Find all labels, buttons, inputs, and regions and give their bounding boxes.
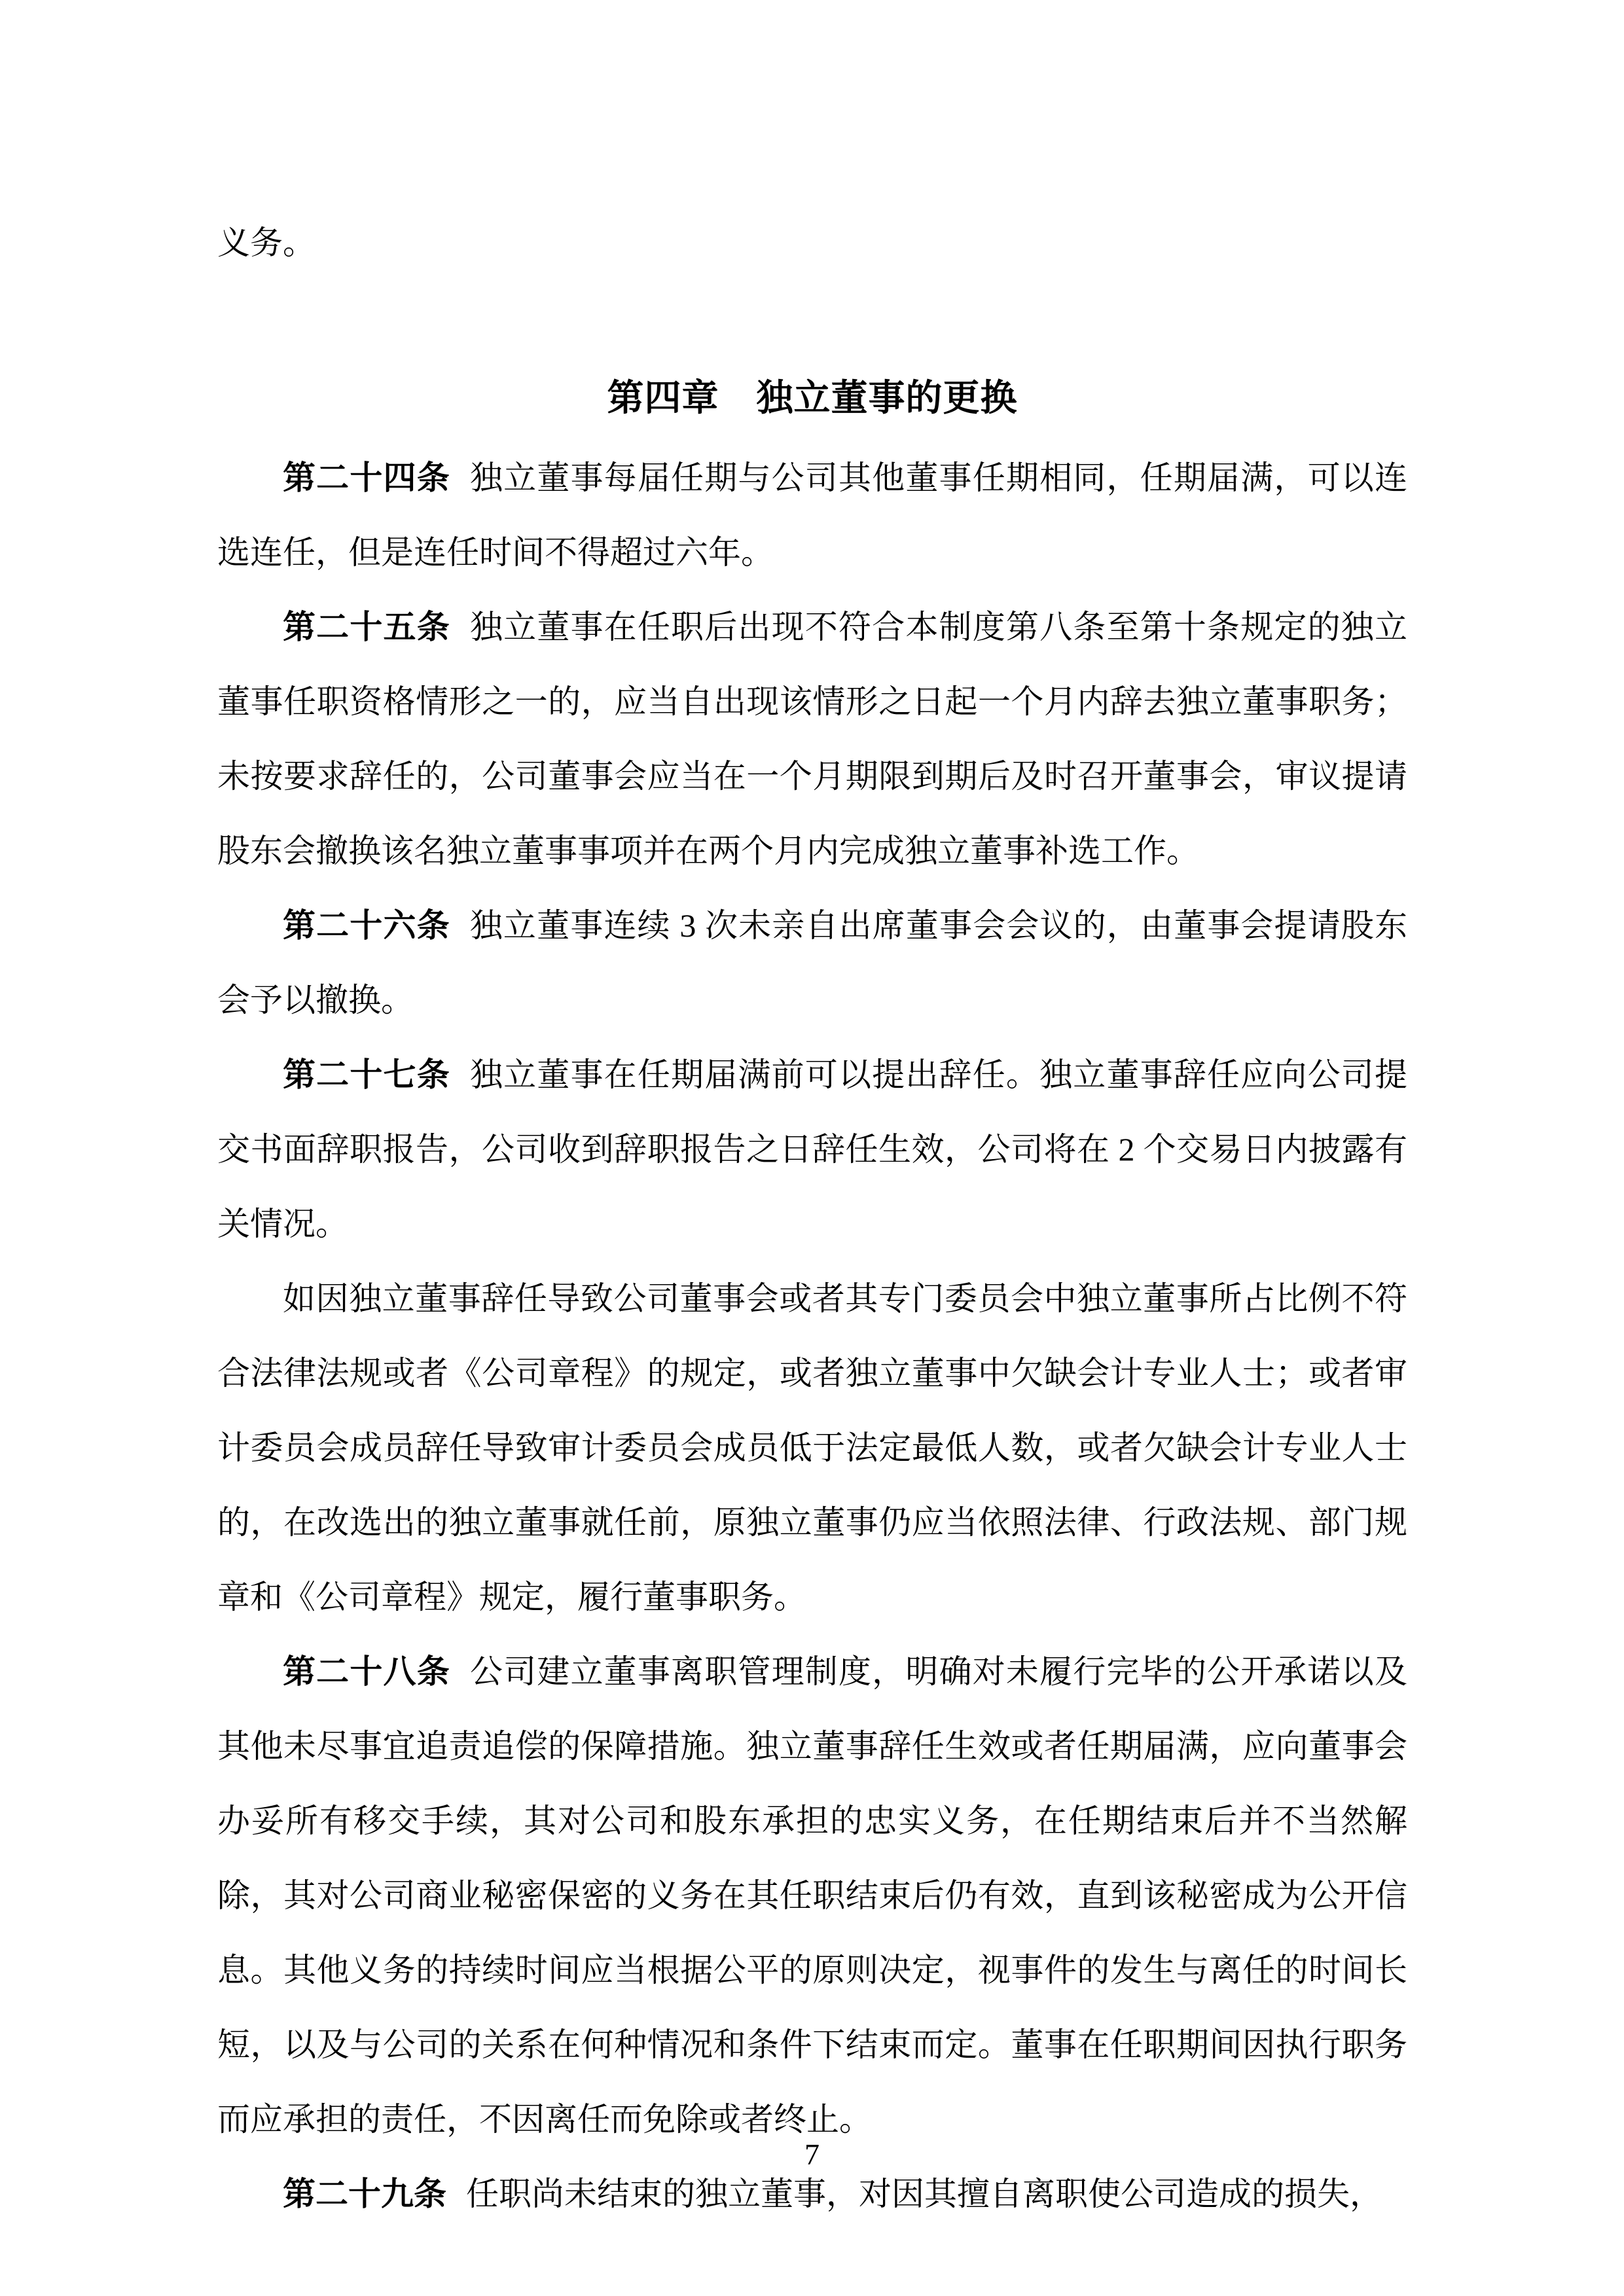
article-24-number: 第二十四条 bbox=[283, 459, 450, 496]
article-27-paragraph bbox=[217, 1037, 1407, 1261]
article-27-continuation-text: 如因独立董事辞任导致公司董事会或者其专门委员会中独立董事所占比例不符合法律法规或者《公司章程》的规定，或者独立董事中欠缺会计专业人士；或者审计委员会成员辞任导致审计委员会成员低于法定最低人数，或者欠缺会计专业人士的，在改选出的独立董事就任前，原独立董事仍应当依照法律、行政法规、部门规章和《公司章程》规定，履行董事职务。 bbox=[217, 1280, 1407, 1615]
continuation-text: 义务。 bbox=[217, 224, 316, 261]
article-25-paragraph bbox=[217, 590, 1407, 888]
article-27-text: 独立董事在任期届满前可以提出辞任。独立董事辞任应向公司提交书面辞职报告，公司收到辞职报告之日辞任生效，公司将在 2 个交易日内披露有关情况。 bbox=[217, 1056, 1407, 1242]
article-28-text: 公司建立董事离职管理制度，明确对未履行完毕的公开承诺以及其他未尽事宜追责追偿的保障措施。独立董事辞任生效或者任期届满，应向董事会办妥所有移交手续，其对公司和股东承担的忠实义务，在任期结束后并不当然解除，其对公司商业秘密保密的义务在其任职结束后仍有效，直到该秘密成为公开信息。其他义务的持续时间应当根据公平的原则决定，视事件的发生与离任的时间长短，以及与公司的关系在何种情况和条件下结束而定。董事在任职期间因执行职务而应承担的责任，不因离任而免除或者终止。 bbox=[217, 1653, 1407, 2138]
article-25-number: 第二十五条 bbox=[283, 609, 450, 645]
continuation-paragraph bbox=[217, 206, 1407, 280]
article-24-paragraph bbox=[217, 440, 1407, 590]
page-content bbox=[217, 0, 1407, 2231]
article-26-number: 第二十六条 bbox=[283, 907, 450, 944]
article-29-text: 任职尚未结束的独立董事，对因其擅自离职使公司造成的损失， bbox=[466, 2176, 1382, 2212]
page-number: 7 bbox=[804, 2138, 820, 2171]
article-26-text: 独立董事连续 3 次未亲自出席董事会会议的，由董事会提请股东会予以撤换。 bbox=[217, 907, 1408, 1018]
article-27-number: 第二十七条 bbox=[283, 1056, 450, 1093]
article-28-number: 第二十八条 bbox=[283, 1653, 450, 1690]
article-27-continuation-paragraph bbox=[217, 1261, 1407, 1634]
article-29-number: 第二十九条 bbox=[283, 2176, 446, 2212]
article-28-paragraph bbox=[217, 1634, 1407, 2157]
article-26-paragraph bbox=[217, 888, 1407, 1037]
chapter-heading: 第四章 独立董事的更换 bbox=[607, 377, 1018, 418]
article-25-text: 独立董事在任职后出现不符合本制度第八条至第十条规定的独立董事任职资格情形之一的，应当自出现该情形之日起一个月内辞去独立董事职务；未按要求辞任的，公司董事会应当在一个月期限到期后及时召开董事会，审议提请股东会撤换该名独立董事事项并在两个月内完成独立董事补选工作。 bbox=[217, 609, 1407, 869]
article-24-text: 独立董事每届任期与公司其他董事任期相同，任期届满，可以连选连任，但是连任时间不得超过六年。 bbox=[217, 459, 1407, 571]
